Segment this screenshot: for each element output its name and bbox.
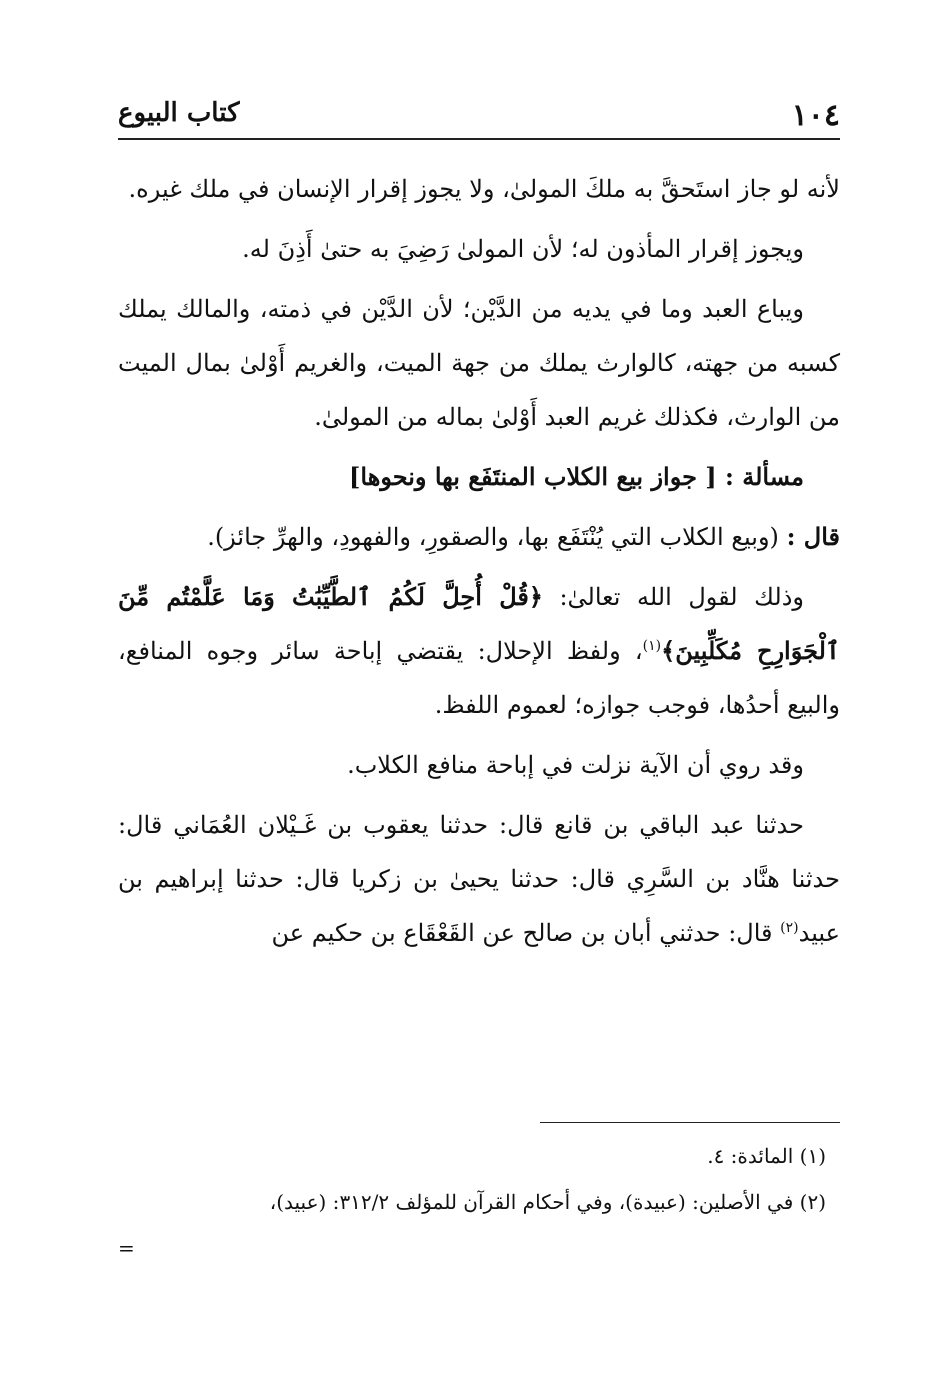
continuation-mark: = [118,1236,135,1260]
footnotes [118,1136,840,1268]
paragraph-7-text: حدثنا عبد الباقي بن قانع قال: حدثنا يعقوب بن غَـيْلان العُمَاني قال: حدثنا هنَّاد بن السَّرِي قال: حدثنا يحيىٰ بن زكريا قال: حدثنا إبراهيم بن عبيد [118,811,840,947]
footnote-1: (١) المائدة: ٤. [707,1144,826,1168]
paragraph-7 [118,798,840,960]
running-title: كتاب البيوع [118,98,240,128]
footnote-ref-1: (١) [642,638,662,654]
paragraph-4-text: (وبيع الكلاب التي يُنْتَفَع بها، والصقورِ، والفهودِ، والهرِّ جائز). [207,523,779,551]
paragraph-3: ويباع العبد وما في يديه من الدَّيْن؛ لأن الدَّيْن في ذمته، والمالك يملك كسبه من جهته، كالوارث يملك من جهة الميت، والغريم أَوْلىٰ بمال الميت من الوارث، فكذلك غريم العبد أَوْلىٰ بماله من المولىٰ. [118,295,841,431]
paragraph-2: ويجوز إقرار المأذون له؛ لأن المولىٰ رَضِيَ به حتىٰ أَذِنَ له. [242,235,804,263]
footnote-divider [540,1122,840,1123]
quran-verse: ﴿قُلْ أُحِلَّ لَكُمُ ٱلطَّيِّبَٰتُ وَمَا عَلَّمْتُم مِّنَ ٱلْجَوَارِحِ مُكَلِّبِينَ﴾ [118,582,840,665]
heading-title: [ جواز بيع الكلاب المنتَفَع بها ونحوها] [349,462,717,491]
paragraph-5 [118,570,840,732]
qala-label: قال : [786,522,840,551]
paragraph-7-rest: قال: حدثني أبان بن صالح عن القَعْقَاع بن حكيم عن [271,919,781,947]
page-number: ١٠٤ [791,98,840,133]
main-text [118,162,840,966]
paragraph-5-rest: ، ولفظ الإحلال: يقتضي إباحة سائر وجوه المنافع، والبيع أحدُها، فوجب جوازه؛ لعموم اللفظ. [118,637,840,719]
footnote-2: (٢) في الأصلين: (عبيدة)، وفي أحكام القرآن للمؤلف ٣١٢/٢: (عبيد)، [269,1190,826,1214]
paragraph-6: وقد روي أن الآية نزلت في إباحة منافع الكلاب. [347,751,804,779]
heading-label: مسألة : [725,462,804,491]
footnote-ref-2: (٢) [780,920,799,936]
paragraph-5-intro: وذلك لقول الله تعالىٰ: [559,583,804,611]
paragraph-1: لأنه لو جاز استَحقَّ به ملكَ المولىٰ، ولا يجوز إقرار الإنسان في ملك غيره. [128,175,840,203]
paragraph-4 [118,510,840,564]
page-header [118,92,840,140]
section-heading [118,450,840,504]
